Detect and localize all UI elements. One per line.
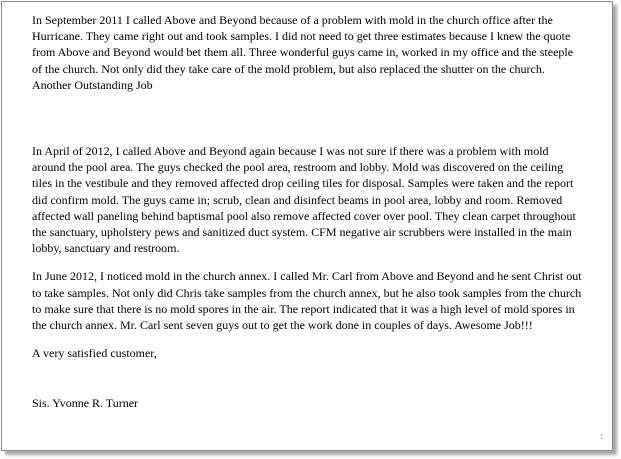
letter-body (32, 12, 584, 412)
signature-name: Sis. Yvonne R. Turner (32, 396, 139, 411)
paragraph-june-2012: In June 2012, I noticed mold in the church annex. I called Mr. Carl from Above and Beyond and he sent Christ out to take samples. Not only did Chris take samples from the church annex, but he also took samples from the church to make sure that there is no mold spores in the air. The report indicated that it was a high level of mold spores in the church annex. Mr. Carl sent seven guys out to get the work done in couples of days. Awesome Job!!! (32, 269, 582, 333)
closing-line: A very satisfied customer, (32, 346, 157, 361)
paragraph-september-2011: In September 2011 I called Above and Beyond because of a problem with mold in the church office after the Hurricane. They came right out and took samples. I did not need to get three estimates because I knew the quote from Above and Beyond would bet them all. Three wonderful guys came in, worked in my office and the steeple of the church. Not only did they take care of the mold problem, but also replaced the shutter on the church. Another Outstanding Job (32, 13, 574, 92)
paragraph-april-2012: In April of 2012, I called Above and Beyond again because I was not sure if there was a problem with mold around the pool area. The guys checked the pool area, restroom and lobby. Mold was discovered on the ceiling tiles in the vestibule and they removed affected drop ceiling tiles for disposal. Samples were taken and the report did confirm mold. The guys came in; scrub, clean and disinfect beams in pool area, lobby and room. Removed affected wall paneling behind baptismal pool also remove affected cover over pool. They clean carpet throughout the sanctuary, upholstery pews and sanitized duct system. CFM negative air scrubbers were installed in the main lobby, sanctuary and restroom. (32, 144, 576, 256)
letter-page (1, 1, 613, 451)
page-number-marker: 1 (599, 433, 604, 441)
